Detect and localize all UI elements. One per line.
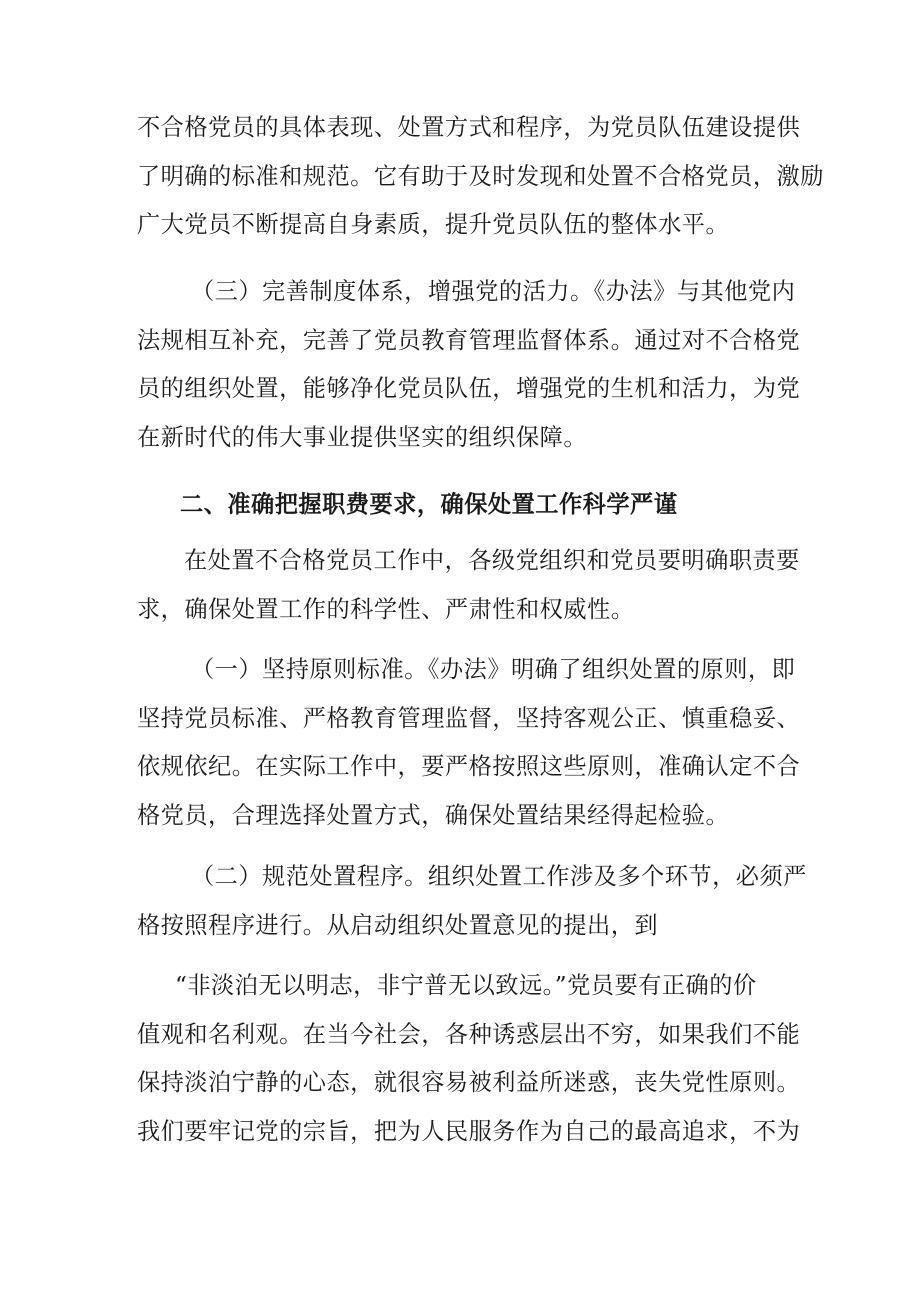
text-line: 不合格党员的具体表现、处置方式和程序，为党员队伍建设提供 — [137, 114, 801, 141]
text-line: 在新时代的伟大事业提供坚实的组织保障。 — [137, 423, 588, 451]
text-line: 求，确保处置工作的科学性、严肃性和权威性。 — [137, 595, 635, 623]
text-line: 坚持党员标准、严格教育管理监督，坚持客观公正、慎重稳妥、 — [137, 704, 801, 732]
paragraph-6 — [137, 962, 801, 1156]
text-line: （二）规范处置程序。组织处置工作涉及多个环节，必须严 — [191, 863, 807, 890]
text-line: （三）完善制度体系，增强党的活力。《办法》与其他党内 — [191, 278, 796, 305]
paragraph-4 — [137, 646, 801, 840]
text-line: 广大党员不断提高自身素质，提升党员队伍的整体水平。 — [137, 211, 730, 238]
text-line: 保持淡泊宁静的心态，就很容易被利益所迷惑，丧失党性原则。 — [137, 1069, 801, 1096]
paragraph-5 — [137, 853, 807, 950]
text-line: 我们要牢记党的宗旨，把为人民服务作为自己的最高追求，不为 — [137, 1117, 801, 1145]
text-line: 员的组织处置，能够净化党员队伍，增强党的生机和活力，为党 — [137, 375, 801, 402]
text-line: 依规依纪。在实际工作中，要严格按照这些原则，准确认定不合 — [137, 753, 801, 780]
paragraph-1 — [137, 104, 824, 250]
text-line: （一）坚持原则标准。《办法》明确了组织处置的原则，即 — [191, 656, 796, 683]
text-line: “非淡泊无以明志，非宁普无以致远。”党员要有正确的价 — [175, 972, 757, 999]
text-line: 在处置不合格党员工作中，各级党组织和党员要明确职责要 — [184, 547, 800, 574]
paragraph-3 — [137, 537, 800, 634]
section-heading: 二、准确把握职费要求，确保处置工作科学严谨 — [180, 491, 678, 518]
text-line: 了明确的标准和规范。它有助于及时发现和处置不合格党员，激励 — [137, 162, 824, 190]
text-line: 格按照程序进行。从启动组织处置意见的提出，到 — [137, 911, 659, 939]
text-line: 法规相互补充，完善了党员教育管理监督体系。通过对不合格党 — [137, 326, 801, 354]
paragraph-2 — [137, 268, 801, 462]
text-line: 值观和名利观。在当今社会，各种诱惑层出不穷，如果我们不能 — [137, 1020, 801, 1048]
text-line: 格党员，合理选择处置方式，确保处置结果经得起检验。 — [137, 801, 730, 829]
